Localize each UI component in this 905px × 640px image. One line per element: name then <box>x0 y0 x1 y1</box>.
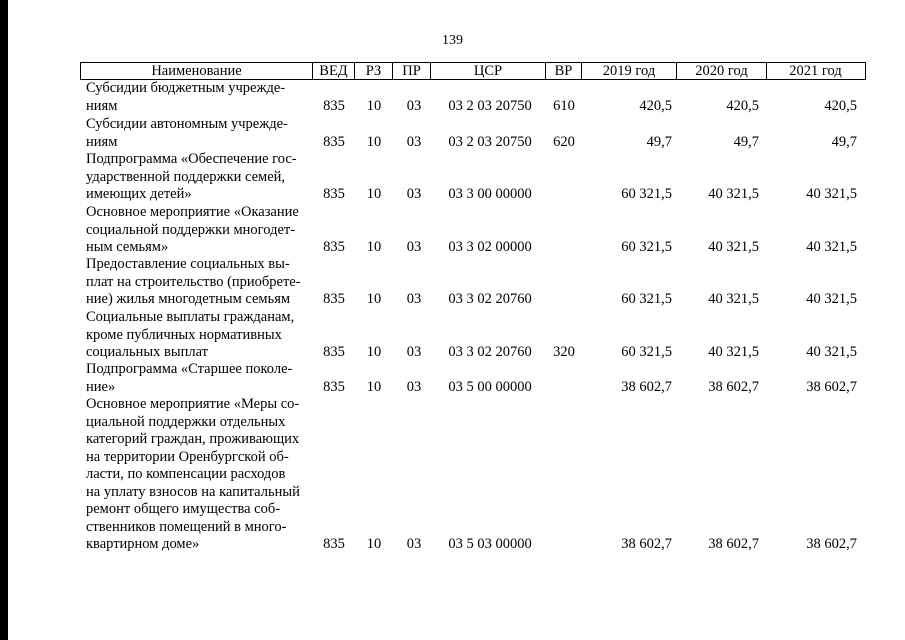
column-header-csr: ЦСР <box>431 63 546 79</box>
row-2019: 60 321,5 <box>621 239 672 255</box>
row-name-line: Социальные выплаты гражданам, <box>86 309 295 325</box>
column-header-vr: ВР <box>546 63 582 79</box>
row-2020: 49,7 <box>733 133 759 150</box>
row-name-line: на территории Оренбургской об- <box>86 448 289 465</box>
row-2021: 420,5 <box>824 97 857 114</box>
row-pr: 03 <box>406 291 422 307</box>
row-name-line: Субсидии автономным учрежде- <box>86 116 288 132</box>
row-csr: 03 3 02 20760 <box>448 344 532 360</box>
row-name-line: на уплату взносов на капитальный <box>86 483 300 500</box>
row-pr: 03 <box>406 378 422 395</box>
row-name-line: ние» <box>86 378 116 395</box>
row-2021: 40 321,5 <box>806 291 857 307</box>
row-name-line: Подпрограмма «Старшее поколе- <box>86 361 293 377</box>
row-pr: 03 <box>406 536 422 552</box>
row-2019: 60 321,5 <box>621 186 672 202</box>
row-2020: 40 321,5 <box>708 186 759 202</box>
row-2019: 49,7 <box>646 133 672 150</box>
row-2019: 60 321,5 <box>621 344 672 360</box>
row-2021: 38 602,7 <box>806 536 857 552</box>
row-csr: 03 3 02 00000 <box>448 239 532 255</box>
row-ved: 835 <box>323 133 345 150</box>
row-name-line: кроме публичных нормативных <box>86 326 282 343</box>
row-2021: 40 321,5 <box>806 186 857 202</box>
row-2019: 60 321,5 <box>621 291 672 307</box>
row-ved: 835 <box>323 378 345 395</box>
row-2020: 40 321,5 <box>708 291 759 307</box>
row-pr: 03 <box>406 239 422 255</box>
row-2020: 40 321,5 <box>708 344 759 360</box>
row-name-line: Субсидии бюджетным учрежде- <box>86 80 286 96</box>
row-pr: 03 <box>406 97 422 114</box>
row-2020: 38 602,7 <box>708 378 759 395</box>
row-csr: 03 2 03 20750 <box>448 133 532 150</box>
row-name-line: ласти, по компенсации расходов <box>86 466 286 482</box>
row-vr: 320 <box>553 344 575 360</box>
row-rz: 10 <box>366 186 382 202</box>
column-header-pr: ПР <box>393 63 431 79</box>
row-rz: 10 <box>366 239 382 255</box>
column-header-rz: РЗ <box>355 63 393 79</box>
row-name-line: ниям <box>86 97 118 114</box>
row-rz: 10 <box>366 378 382 395</box>
row-name-line: Подпрограмма «Обеспечение гос- <box>86 151 297 167</box>
row-name-line: ственников помещений в много- <box>86 518 287 535</box>
row-name-line: ударственной поддержки семей, <box>86 168 286 185</box>
row-2021: 40 321,5 <box>806 344 857 360</box>
row-pr: 03 <box>406 133 422 150</box>
row-name-line: ниям <box>86 133 118 150</box>
row-2021: 38 602,7 <box>806 378 857 395</box>
row-rz: 10 <box>366 536 382 552</box>
row-rz: 10 <box>366 97 382 114</box>
row-name-line: квартирном доме» <box>86 536 200 552</box>
row-name-line: имеющих детей» <box>86 186 192 202</box>
row-2021: 40 321,5 <box>806 239 857 255</box>
row-rz: 10 <box>366 133 382 150</box>
row-csr: 03 5 00 00000 <box>448 378 532 395</box>
row-name-line: ние) жилья многодетным семьям <box>86 291 291 307</box>
row-name-line: ремонт общего имущества соб- <box>86 501 281 517</box>
row-2020: 420,5 <box>726 97 759 114</box>
row-vr: 610 <box>553 97 575 114</box>
row-2019: 420,5 <box>639 97 672 114</box>
column-header-ved: ВЕД <box>313 63 355 79</box>
row-2020: 38 602,7 <box>708 536 759 552</box>
row-ved: 835 <box>323 239 345 255</box>
row-rz: 10 <box>366 344 382 360</box>
row-name-line: Предоставление социальных вы- <box>86 256 290 272</box>
row-pr: 03 <box>406 344 422 360</box>
row-2019: 38 602,7 <box>621 536 672 552</box>
column-header-2019: 2019 год <box>582 63 677 79</box>
row-name-line: плат на строительство (приобрете- <box>86 273 301 290</box>
column-header-2020: 2020 год <box>677 63 767 79</box>
row-name-line: циальной поддержки отдельных <box>86 413 286 430</box>
scan-left-edge <box>0 0 8 640</box>
row-ved: 835 <box>323 97 345 114</box>
row-name-line: социальной поддержки многодет- <box>86 221 296 238</box>
row-ved: 835 <box>323 186 345 202</box>
row-2020: 40 321,5 <box>708 239 759 255</box>
row-csr: 03 3 02 20760 <box>448 291 532 307</box>
row-name-line: Основное мероприятие «Меры со- <box>86 396 300 412</box>
row-name-line: Основное мероприятие «Оказание <box>86 204 299 220</box>
row-ved: 835 <box>323 536 345 552</box>
row-csr: 03 3 00 00000 <box>448 186 532 202</box>
row-ved: 835 <box>323 344 345 360</box>
table-header <box>80 62 866 80</box>
row-name-line: социальных выплат <box>86 344 208 360</box>
row-2021: 49,7 <box>831 133 857 150</box>
row-name-line: категорий граждан, проживающих <box>86 431 300 447</box>
column-header-2021: 2021 год <box>789 63 842 79</box>
row-2019: 38 602,7 <box>621 378 672 395</box>
row-rz: 10 <box>366 291 382 307</box>
row-csr: 03 2 03 20750 <box>448 97 532 114</box>
row-name-line: ным семьям» <box>86 239 169 255</box>
row-vr: 620 <box>553 133 575 150</box>
row-ved: 835 <box>323 291 345 307</box>
row-pr: 03 <box>406 186 422 202</box>
column-header-name: Наименование <box>81 63 313 79</box>
page-number: 139 <box>442 33 463 48</box>
row-csr: 03 5 03 00000 <box>448 536 532 552</box>
